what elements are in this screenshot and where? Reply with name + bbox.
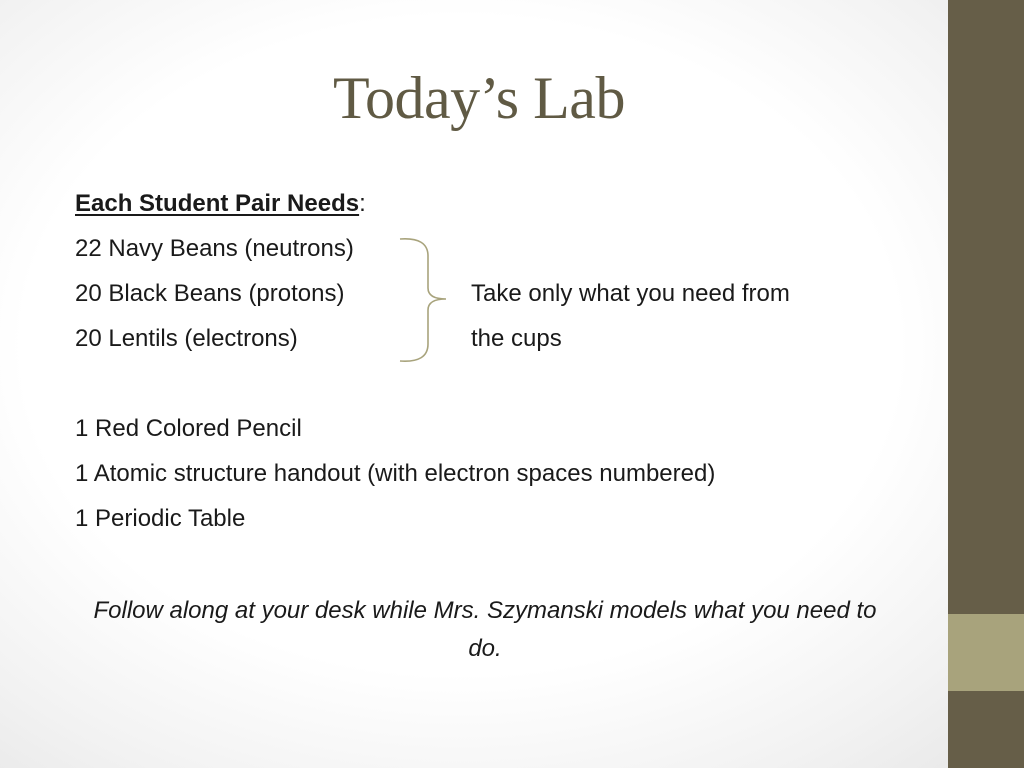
list-item-navy-beans: 22 Navy Beans (neutrons) <box>75 235 354 262</box>
materials-heading-colon: : <box>359 190 366 217</box>
brace-note-line-2: the cups <box>471 325 562 352</box>
brace-note-line-1: Take only what you need from <box>471 280 790 307</box>
list-item-red-pencil: 1 Red Colored Pencil <box>75 415 302 442</box>
instruction-note: Follow along at your desk while Mrs. Szymanski models what you need to do. <box>93 597 877 662</box>
list-item-periodic-table: 1 Periodic Table <box>75 505 246 532</box>
slide-title: Today’s Lab <box>333 65 625 131</box>
decorative-sidebar-band <box>948 614 1024 691</box>
list-item-handout: 1 Atomic structure handout (with electron spaces numbered) <box>75 460 716 487</box>
materials-heading-text: Each Student Pair Needs <box>75 190 360 217</box>
list-item-black-beans: 20 Black Beans (protons) <box>75 280 345 307</box>
list-item-lentils: 20 Lentils (electrons) <box>75 325 298 352</box>
materials-heading <box>75 189 366 219</box>
right-brace-icon <box>398 236 458 366</box>
